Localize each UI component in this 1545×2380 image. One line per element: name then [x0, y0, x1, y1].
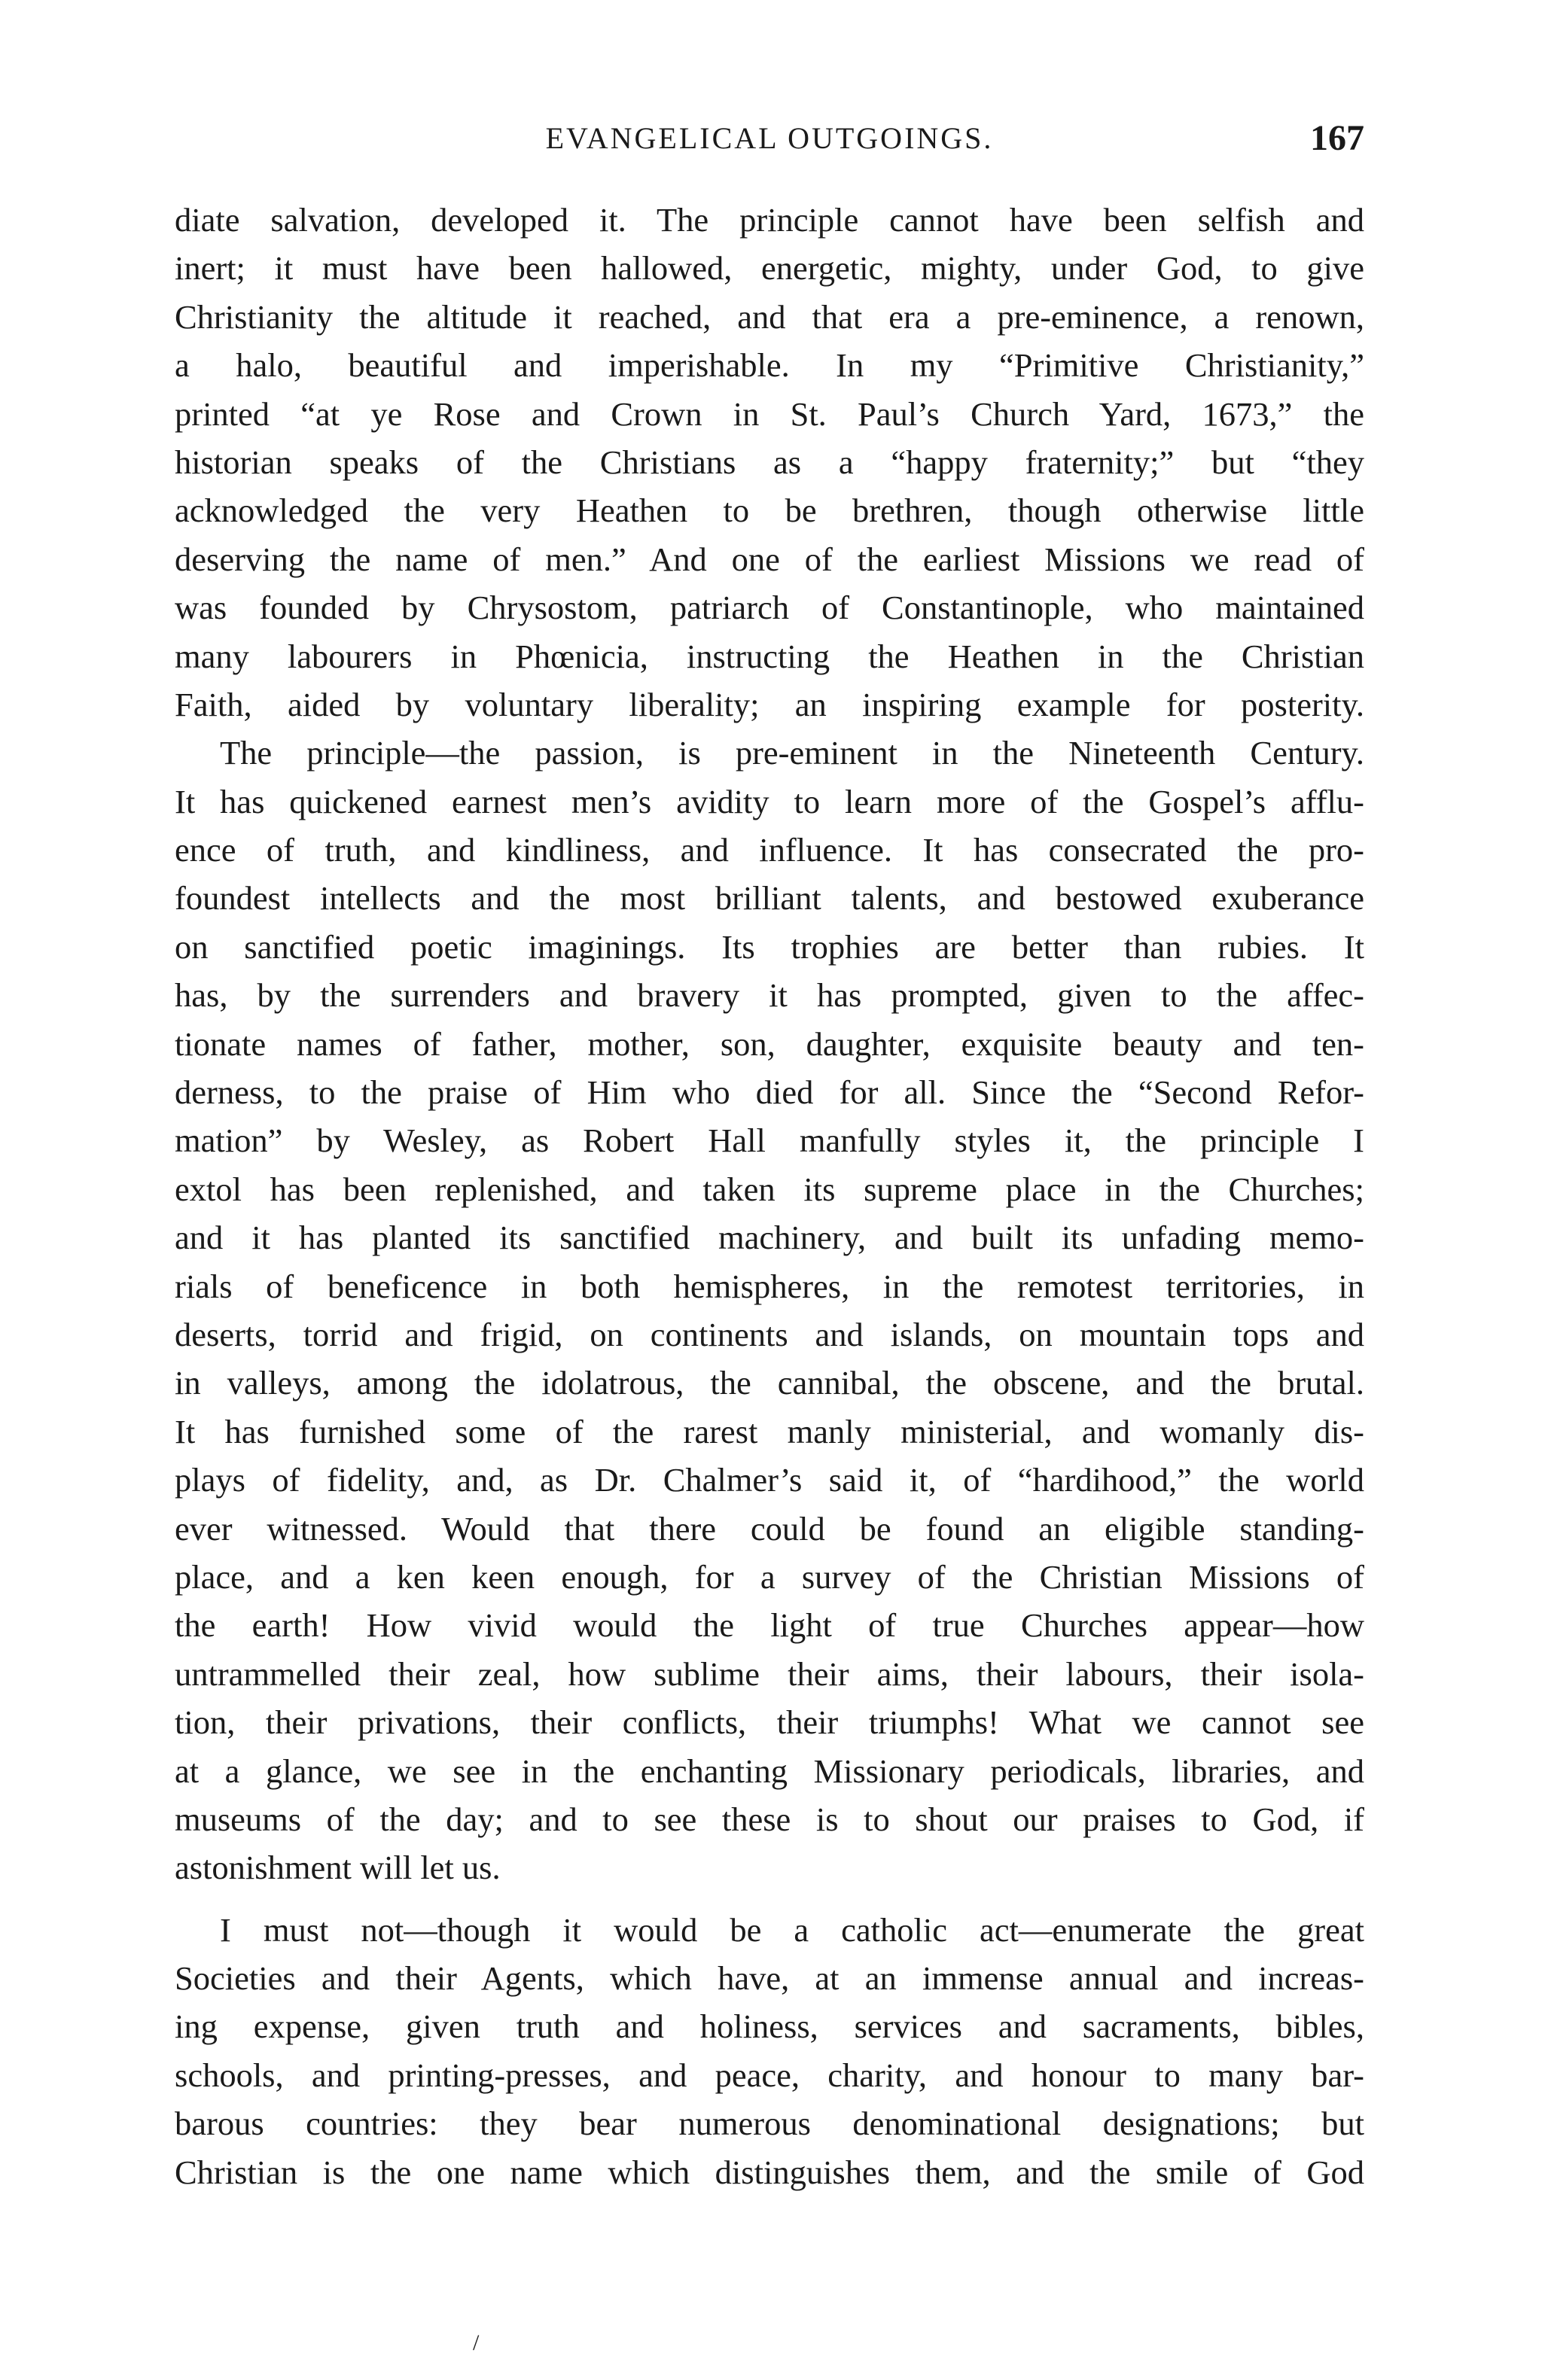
text-line: It has quickened earnest men’s avidity to learn more of the Gospel’s afflu- [175, 782, 1364, 820]
paragraph-3 [175, 1906, 1364, 2196]
text-line: schools, and printing-presses, and peace, charity, and honour to many bar- [175, 2056, 1364, 2094]
text-line: deserving the name of men.” And one of the earliest Missions we read of [175, 540, 1364, 578]
text-line: Christian is the one name which distinguishes them, and the smile of God [175, 2153, 1364, 2191]
text-line: and it has planted its sanctified machinery, and built its unfading memo- [175, 1219, 1364, 1257]
text-line: The principle—the passion, is pre-eminent in the Nineteenth Century. [220, 734, 1364, 772]
text-line: inert; it must have been hallowed, energetic, mighty, under God, to give [175, 249, 1364, 288]
text-line: many labourers in Phœnicia, instructing the Heathen in the Christian [175, 637, 1364, 675]
text-line: historian speaks of the Christians as a “happy fraternity;” but “they [175, 443, 1364, 481]
text-line: diate salvation, developed it. The principle cannot have been selfish and [175, 201, 1364, 239]
printer-mark: / [473, 2330, 480, 2355]
text-line: was founded by Chrysostom, patriarch of Constantinople, who maintained [175, 589, 1364, 627]
text-line: extol has been replenished, and taken its supreme place in the Churches; [175, 1170, 1364, 1208]
text-line: ing expense, given truth and holiness, services and sacraments, bibles, [175, 2007, 1364, 2046]
text-line: the earth! How vivid would the light of true Churches appear—how [175, 1606, 1364, 1645]
text-line: museums of the day; and to see these is to shout our praises to God, if [175, 1800, 1364, 1838]
text-line: tionate names of father, mother, son, daughter, exquisite beauty and ten- [175, 1024, 1364, 1063]
paragraph-2 [175, 729, 1364, 1892]
page-number: 167 [1310, 118, 1364, 158]
text-line: Christianity the altitude it reached, and that era a pre-eminence, a renown, [175, 297, 1364, 336]
text-line: ence of truth, and kindliness, and influence. It has consecrated the pro- [175, 831, 1364, 869]
text-line: at a glance, we see in the enchanting Missionary periodicals, libraries, and [175, 1752, 1364, 1790]
text-line: foundest intellects and the most brilliant talents, and bestowed exuberance [175, 879, 1364, 918]
text-line: has, by the surrenders and bravery it has prompted, given to the affec- [175, 976, 1364, 1015]
text-line: acknowledged the very Heathen to be brethren, though otherwise little [175, 492, 1364, 530]
text-line: tion, their privations, their conflicts, their triumphs! What we cannot see [175, 1703, 1364, 1742]
text-line: Societies and their Agents, which have, at an immense annual and increas- [175, 1959, 1364, 1998]
text-line: a halo, beautiful and imperishable. In my “Primitive Christianity,” [175, 346, 1364, 385]
text-line: plays of fidelity, and, as Dr. Chalmer’s said it, of “hardihood,” the world [175, 1461, 1364, 1499]
text-line: ever witnessed. Would that there could be found an eligible standing- [175, 1509, 1364, 1548]
text-line: place, and a ken keen enough, for a survey of the Christian Missions of [175, 1557, 1364, 1596]
text-line: I must not—though it would be a catholic act—enumerate the great [220, 1910, 1364, 1949]
text-line: deserts, torrid and frigid, on continents and islands, on mountain tops and [175, 1315, 1364, 1353]
text-line: Faith, aided by voluntary liberality; an inspiring example for posterity. [175, 685, 1364, 723]
text-line: astonishment will let us. [175, 1849, 501, 1887]
paragraph-1 [175, 196, 1364, 729]
text-line: printed “at ye Rose and Crown in St. Paul’s Church Yard, 1673,” the [175, 394, 1364, 433]
body-text [175, 196, 1364, 2196]
text-line: derness, to the praise of Him who died for all. Since the “Second Refor- [175, 1073, 1364, 1112]
text-line: barous countries: they bear numerous denominational designations; but [175, 2105, 1364, 2143]
text-line: mation” by Wesley, as Robert Hall manfully styles it, the principle I [175, 1122, 1364, 1160]
text-line: in valleys, among the idolatrous, the cannibal, the obscene, and the brutal. [175, 1364, 1364, 1402]
running-title: EVANGELICAL OUTGOINGS. [545, 121, 994, 155]
text-line: untrammelled their zeal, how sublime their aims, their labours, their isola- [175, 1654, 1364, 1693]
text-line: rials of beneficence in both hemispheres, in the remotest territories, in [175, 1267, 1364, 1305]
text-line: It has furnished some of the rarest manly ministerial, and womanly dis- [175, 1412, 1364, 1450]
running-head [175, 120, 1364, 166]
text-line: on sanctified poetic imaginings. Its trophies are better than rubies. It [175, 927, 1364, 966]
